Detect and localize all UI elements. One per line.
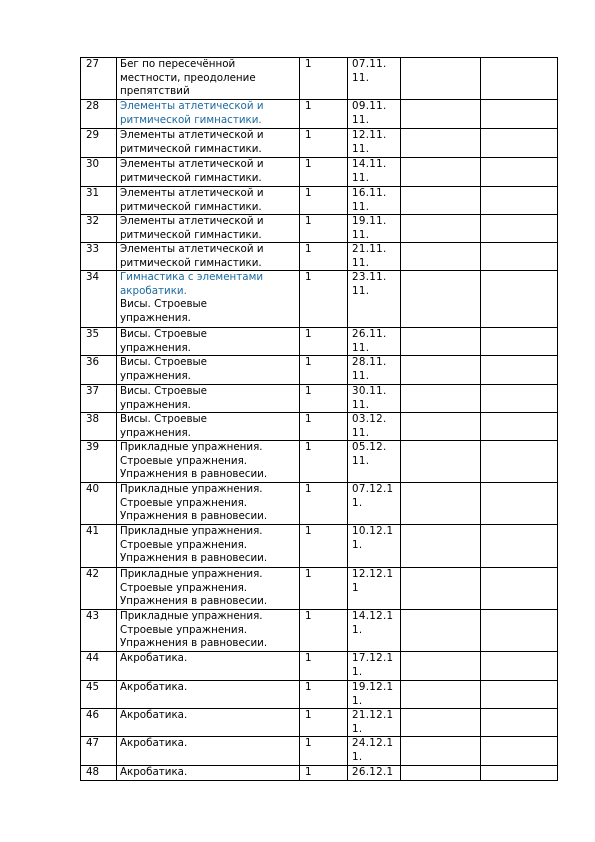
planned-date-line: 17.12.1 <box>352 652 394 664</box>
planned-date-cell <box>348 129 401 158</box>
planned-date-line: 11. <box>352 454 370 467</box>
actual-date-cell <box>401 766 481 781</box>
lesson-topic-line: Прикладные упражнения. <box>120 441 263 453</box>
planned-date-cell <box>348 158 401 187</box>
table-row <box>81 243 558 271</box>
actual-date-cell <box>401 187 481 215</box>
hours-count-cell: 1 <box>300 243 348 271</box>
hours-count-cell: 1 <box>300 737 348 766</box>
lesson-number-cell: 29 <box>81 129 117 158</box>
actual-date-cell <box>401 709 481 737</box>
lesson-topic-line: Упражнения в равновесии. <box>120 468 268 480</box>
note-cell <box>481 709 558 737</box>
lesson-topic-cell <box>117 441 300 483</box>
planned-date-line: 03.12. <box>352 413 387 425</box>
lesson-topic-line: упражнения. <box>120 426 191 439</box>
lesson-topic-line: упражнения. <box>120 369 191 382</box>
note-cell <box>481 441 558 483</box>
lesson-topic-line: Элементы атлетической и <box>120 129 264 141</box>
actual-date-cell <box>401 525 481 568</box>
actual-date-cell <box>401 568 481 610</box>
planned-date-cell <box>348 681 401 709</box>
lesson-topic-cell <box>117 652 300 681</box>
planned-date-cell <box>348 766 401 781</box>
note-cell <box>481 58 558 100</box>
hours-count-cell: 1 <box>300 271 348 328</box>
hours-count-cell: 1 <box>300 356 348 385</box>
planned-date-cell <box>348 709 401 737</box>
note-cell <box>481 652 558 681</box>
table-row <box>81 610 558 652</box>
lesson-topic-line: ритмической гимнастики. <box>120 200 262 213</box>
lesson-number-cell: 30 <box>81 158 117 187</box>
planned-date-line: 10.12.1 <box>352 525 394 537</box>
note-cell <box>481 610 558 652</box>
table-row <box>81 271 558 328</box>
lesson-topic-line: местности, преодоление <box>120 71 256 84</box>
hours-count-cell: 1 <box>300 328 348 356</box>
planned-date-line: 1. <box>352 694 363 707</box>
planned-date-line: 11. <box>352 369 370 382</box>
planned-date-line: 12.12.1 <box>352 568 394 580</box>
lesson-topic-line: Элементы атлетической и <box>120 215 264 227</box>
planned-date-line: 1. <box>352 496 363 509</box>
note-cell <box>481 243 558 271</box>
actual-date-cell <box>401 215 481 243</box>
lesson-topic-cell <box>117 681 300 709</box>
lesson-topic-cell <box>117 129 300 158</box>
planned-date-cell <box>348 271 401 328</box>
lesson-topic-line: Акробатика. <box>120 737 188 749</box>
planned-date-line: 21.12.1 <box>352 709 394 721</box>
planned-date-line: 11. <box>352 398 370 411</box>
actual-date-cell <box>401 441 481 483</box>
lesson-number-cell: 47 <box>81 737 117 766</box>
note-cell <box>481 271 558 328</box>
planned-date-line: 11. <box>352 256 370 269</box>
lesson-topic-cell <box>117 100 300 129</box>
lesson-topic-line: ритмической гимнастики. <box>120 142 262 155</box>
planned-date-cell <box>348 100 401 129</box>
lesson-number-cell: 27 <box>81 58 117 100</box>
lesson-topic-cell <box>117 328 300 356</box>
table-row <box>81 766 558 781</box>
lesson-topic-line: Висы. Строевые <box>120 298 207 310</box>
lesson-topic-line: Бег по пересечённой <box>120 58 236 70</box>
lesson-number-cell: 28 <box>81 100 117 129</box>
planned-date-cell <box>348 737 401 766</box>
lesson-topic-line: Висы. Строевые <box>120 328 207 340</box>
lesson-topic-line: Прикладные упражнения. <box>120 610 263 622</box>
planned-date-cell <box>348 215 401 243</box>
planned-date-line: 1. <box>352 722 363 735</box>
actual-date-cell <box>401 100 481 129</box>
hours-count-cell: 1 <box>300 413 348 441</box>
note-cell <box>481 737 558 766</box>
planned-date-line: 21.11. <box>352 243 387 255</box>
lesson-schedule-table <box>80 57 558 781</box>
lesson-topic-line: Прикладные упражнения. <box>120 525 263 537</box>
actual-date-cell <box>401 158 481 187</box>
planned-date-line: 14.12.1 <box>352 610 394 622</box>
table-row <box>81 328 558 356</box>
lesson-topic-cell <box>117 525 300 568</box>
lesson-topic-line: Элементы атлетической и <box>120 187 264 199</box>
planned-date-line: 1 <box>352 581 359 594</box>
lesson-number-cell: 46 <box>81 709 117 737</box>
table-row <box>81 158 558 187</box>
lesson-topic-line: Висы. Строевые <box>120 413 207 425</box>
lesson-number-cell: 34 <box>81 271 117 328</box>
actual-date-cell <box>401 356 481 385</box>
actual-date-cell <box>401 413 481 441</box>
actual-date-cell <box>401 385 481 413</box>
note-cell <box>481 483 558 525</box>
planned-date-line: 1. <box>352 623 363 636</box>
lesson-topic-line: ритмической гимнастики. <box>120 171 262 184</box>
table-row <box>81 525 558 568</box>
lesson-topic-cell <box>117 243 300 271</box>
table-row <box>81 215 558 243</box>
hours-count-cell: 1 <box>300 158 348 187</box>
lesson-topic-cell <box>117 568 300 610</box>
planned-date-line: 19.11. <box>352 215 387 227</box>
actual-date-cell <box>401 58 481 100</box>
lesson-topic-line: Элементы атлетической и <box>120 100 264 112</box>
planned-date-line: 12.11. <box>352 129 387 141</box>
hours-count-cell: 1 <box>300 215 348 243</box>
lesson-topic-cell <box>117 187 300 215</box>
planned-date-line: 26.11. <box>352 328 387 340</box>
lesson-topic-line: ритмической гимнастики. <box>120 113 262 126</box>
hours-count-cell: 1 <box>300 441 348 483</box>
lesson-topic-cell <box>117 766 300 781</box>
lesson-topic-line: Акробатика. <box>120 681 188 693</box>
note-cell <box>481 100 558 129</box>
planned-date-line: 14.11. <box>352 158 387 170</box>
planned-date-cell <box>348 356 401 385</box>
planned-date-line: 24.12.1 <box>352 737 394 749</box>
lesson-topic-line: ритмической гимнастики. <box>120 256 262 269</box>
lesson-topic-line: упражнения. <box>120 341 191 354</box>
lesson-topic-cell <box>117 737 300 766</box>
lesson-topic-line: Акробатика. <box>120 652 188 664</box>
hours-count-cell: 1 <box>300 766 348 781</box>
planned-date-line: 23.11. <box>352 271 387 283</box>
lesson-topic-cell <box>117 158 300 187</box>
lesson-topic-line: упражнения. <box>120 398 191 411</box>
note-cell <box>481 413 558 441</box>
lesson-topic-line: акробатики. <box>120 284 187 297</box>
lesson-number-cell: 33 <box>81 243 117 271</box>
lesson-number-cell: 45 <box>81 681 117 709</box>
table-row <box>81 58 558 100</box>
note-cell <box>481 129 558 158</box>
planned-date-line: 28.11. <box>352 356 387 368</box>
planned-date-line: 19.12.1 <box>352 681 394 693</box>
actual-date-cell <box>401 129 481 158</box>
planned-date-line: 11. <box>352 142 370 155</box>
table-row <box>81 100 558 129</box>
actual-date-cell <box>401 271 481 328</box>
planned-date-line: 1. <box>352 750 363 763</box>
planned-date-cell <box>348 328 401 356</box>
planned-date-cell <box>348 441 401 483</box>
planned-date-cell <box>348 58 401 100</box>
actual-date-cell <box>401 483 481 525</box>
planned-date-line: 11. <box>352 426 370 439</box>
lesson-topic-line: Строевые упражнения. <box>120 581 248 594</box>
lesson-number-cell: 42 <box>81 568 117 610</box>
planned-date-cell <box>348 568 401 610</box>
table-row <box>81 681 558 709</box>
lesson-topic-cell <box>117 709 300 737</box>
actual-date-cell <box>401 610 481 652</box>
hours-count-cell: 1 <box>300 129 348 158</box>
planned-date-line: 30.11. <box>352 385 387 397</box>
planned-date-line: 11. <box>352 200 370 213</box>
lesson-topic-line: препятствий <box>120 85 190 97</box>
lesson-topic-cell <box>117 483 300 525</box>
actual-date-cell <box>401 243 481 271</box>
lesson-number-cell: 44 <box>81 652 117 681</box>
lesson-topic-line: Строевые упражнения. <box>120 538 248 551</box>
lesson-topic-line: Акробатика. <box>120 766 188 778</box>
note-cell <box>481 215 558 243</box>
lesson-topic-line: Прикладные упражнения. <box>120 483 263 495</box>
lesson-topic-cell <box>117 58 300 100</box>
lesson-topic-line: Гимнастика с элементами <box>120 271 264 283</box>
lesson-topic-cell <box>117 215 300 243</box>
lesson-topic-line: Упражнения в равновесии. <box>120 552 268 564</box>
lesson-topic-line: Упражнения в равновесии. <box>120 510 268 522</box>
hours-count-cell: 1 <box>300 525 348 568</box>
lesson-topic-cell <box>117 385 300 413</box>
lesson-topic-line: Висы. Строевые <box>120 385 207 397</box>
table-row <box>81 483 558 525</box>
lesson-number-cell: 41 <box>81 525 117 568</box>
planned-date-line: 11. <box>352 71 370 84</box>
lesson-topic-line: упражнения. <box>120 311 191 324</box>
lesson-number-cell: 32 <box>81 215 117 243</box>
hours-count-cell: 1 <box>300 483 348 525</box>
hours-count-cell: 1 <box>300 681 348 709</box>
note-cell <box>481 158 558 187</box>
hours-count-cell: 1 <box>300 385 348 413</box>
planned-date-cell <box>348 243 401 271</box>
lesson-topic-line: Строевые упражнения. <box>120 623 248 636</box>
lesson-topic-line: Висы. Строевые <box>120 356 207 368</box>
lesson-number-cell: 38 <box>81 413 117 441</box>
lesson-topic-line: Строевые упражнения. <box>120 454 248 467</box>
lesson-number-cell: 39 <box>81 441 117 483</box>
planned-date-line: 09.11. <box>352 100 387 112</box>
table-row <box>81 568 558 610</box>
planned-date-line: 1. <box>352 665 363 678</box>
hours-count-cell: 1 <box>300 610 348 652</box>
lesson-topic-line: Акробатика. <box>120 709 188 721</box>
note-cell <box>481 766 558 781</box>
actual-date-cell <box>401 652 481 681</box>
planned-date-line: 07.11. <box>352 58 387 70</box>
lesson-number-cell: 31 <box>81 187 117 215</box>
note-cell <box>481 187 558 215</box>
lesson-topic-line: Упражнения в равновесии. <box>120 637 268 649</box>
table-row <box>81 356 558 385</box>
table-row <box>81 413 558 441</box>
lesson-number-cell: 43 <box>81 610 117 652</box>
planned-date-cell <box>348 385 401 413</box>
lesson-number-cell: 40 <box>81 483 117 525</box>
actual-date-cell <box>401 737 481 766</box>
actual-date-cell <box>401 328 481 356</box>
planned-date-line: 11. <box>352 228 370 241</box>
note-cell <box>481 356 558 385</box>
lesson-number-cell: 35 <box>81 328 117 356</box>
lesson-topic-line: Упражнения в равновесии. <box>120 595 268 607</box>
table-row <box>81 129 558 158</box>
planned-date-line: 1. <box>352 538 363 551</box>
planned-date-line: 07.12.1 <box>352 483 394 495</box>
hours-count-cell: 1 <box>300 568 348 610</box>
note-cell <box>481 385 558 413</box>
planned-date-cell <box>348 187 401 215</box>
hours-count-cell: 1 <box>300 100 348 129</box>
note-cell <box>481 568 558 610</box>
planned-date-line: 05.12. <box>352 441 387 453</box>
note-cell <box>481 681 558 709</box>
planned-date-line: 11. <box>352 341 370 354</box>
lesson-topic-line: Прикладные упражнения. <box>120 568 263 580</box>
planned-date-line: 11. <box>352 113 370 126</box>
planned-date-cell <box>348 652 401 681</box>
hours-count-cell: 1 <box>300 652 348 681</box>
planned-date-cell <box>348 413 401 441</box>
planned-date-line: 11. <box>352 171 370 184</box>
lesson-topic-line: ритмической гимнастики. <box>120 228 262 241</box>
hours-count-cell: 1 <box>300 187 348 215</box>
lesson-topic-cell <box>117 610 300 652</box>
planned-date-cell <box>348 525 401 568</box>
note-cell <box>481 328 558 356</box>
lesson-topic-line: Элементы атлетической и <box>120 243 264 255</box>
note-cell <box>481 525 558 568</box>
table-row <box>81 737 558 766</box>
lesson-topic-cell <box>117 356 300 385</box>
lesson-topic-cell <box>117 271 300 328</box>
lesson-number-cell: 36 <box>81 356 117 385</box>
lesson-topic-line: Элементы атлетической и <box>120 158 264 170</box>
table-row <box>81 709 558 737</box>
lesson-number-cell: 37 <box>81 385 117 413</box>
lesson-number-cell: 48 <box>81 766 117 781</box>
table-row <box>81 441 558 483</box>
actual-date-cell <box>401 681 481 709</box>
hours-count-cell: 1 <box>300 709 348 737</box>
table-row <box>81 652 558 681</box>
planned-date-line: 11. <box>352 284 370 297</box>
planned-date-cell <box>348 483 401 525</box>
table-row <box>81 385 558 413</box>
planned-date-line: 26.12.1 <box>352 766 394 778</box>
hours-count-cell: 1 <box>300 58 348 100</box>
lesson-topic-line: Строевые упражнения. <box>120 496 248 509</box>
planned-date-line: 16.11. <box>352 187 387 199</box>
table-row <box>81 187 558 215</box>
schedule-body <box>81 58 558 781</box>
planned-date-cell <box>348 610 401 652</box>
lesson-topic-cell <box>117 413 300 441</box>
